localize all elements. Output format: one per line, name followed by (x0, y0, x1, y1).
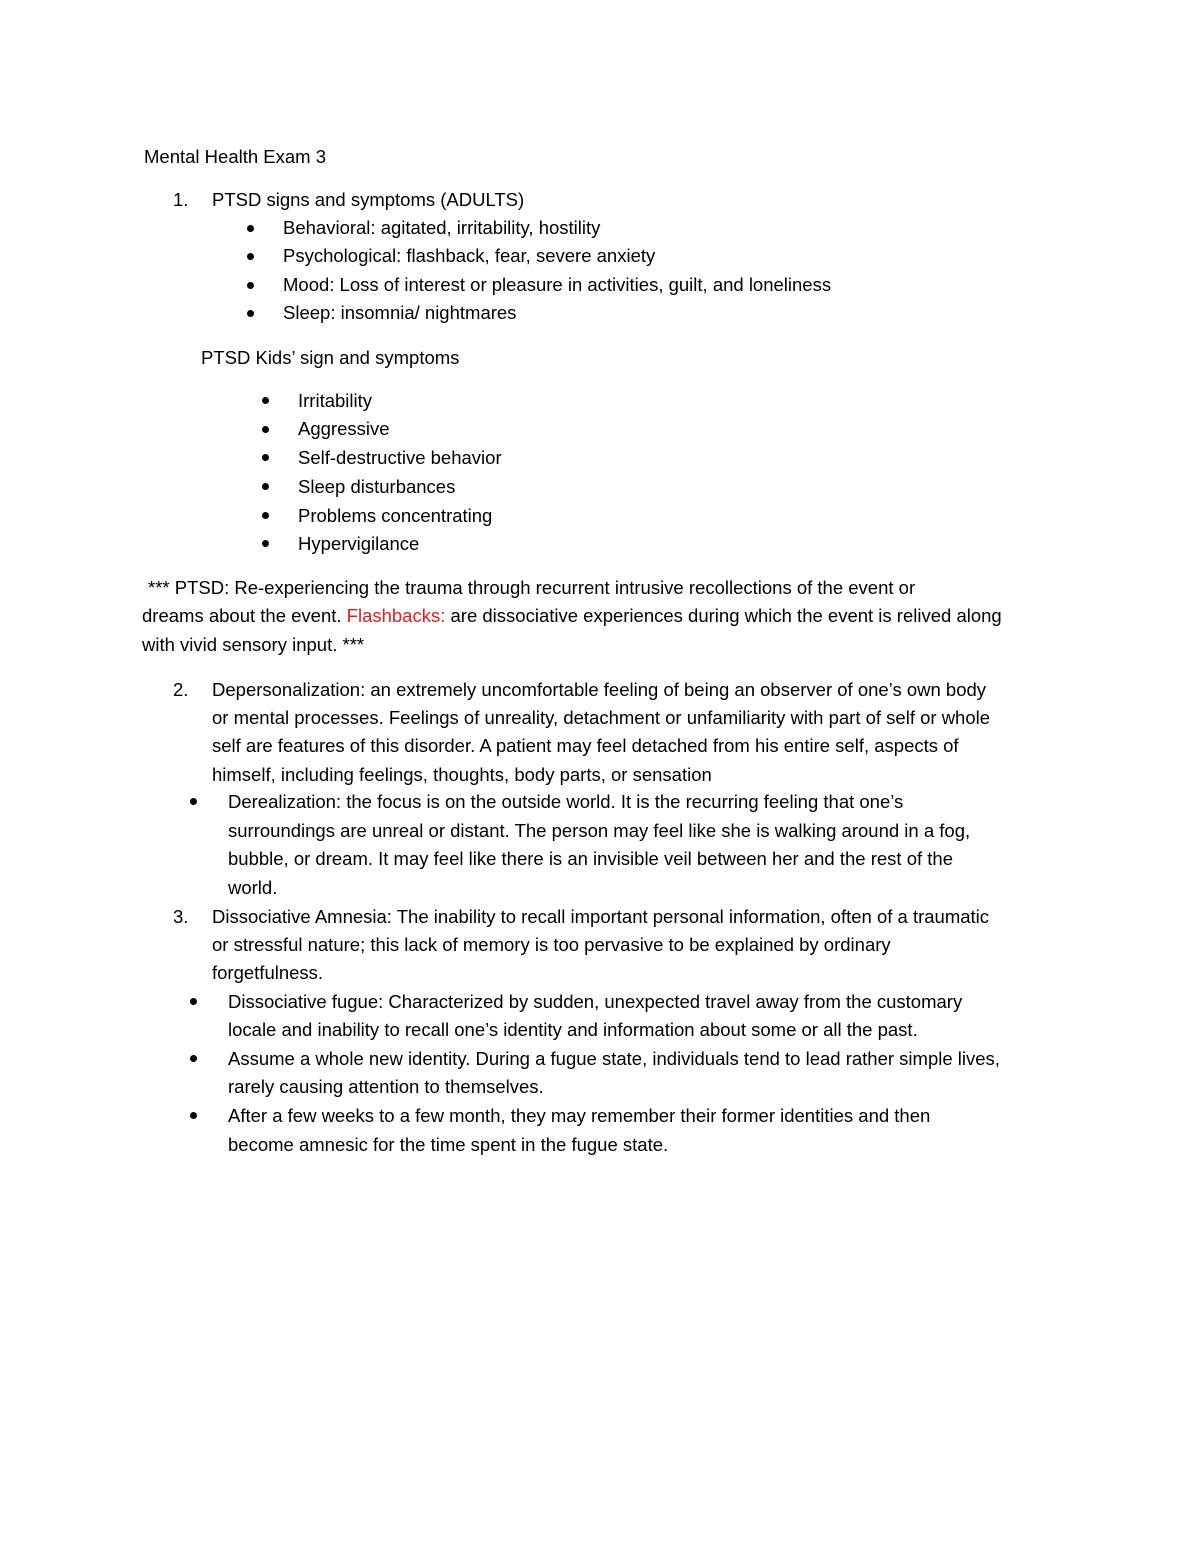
fugue-text: Dissociative fugue: Characterized by sudden, unexpected travel away from the customary (228, 991, 963, 1012)
fugue-text: Assume a whole new identity. During a fugue state, individuals tend to lead rather simple lives, (228, 1048, 1000, 1069)
section-3-text: Dissociative Amnesia: The inability to recall important personal information, often of a traumatic (212, 906, 990, 927)
list-item: Sleep: insomnia/ nightmares (283, 302, 517, 323)
section-2-text: or mental processes. Feelings of unreality, detachment or unfamiliarity with part of self or whole (212, 707, 991, 728)
bullet-icon (262, 540, 269, 547)
section-3-number: 3. (173, 906, 189, 927)
kids-heading: PTSD Kids’ sign and symptoms (201, 347, 460, 368)
list-item: Mood: Loss of interest or pleasure in activities, guilt, and loneliness (283, 274, 832, 295)
bullet-icon (190, 1055, 197, 1062)
section-1-heading: PTSD signs and symptoms (ADULTS) (212, 189, 525, 210)
ptsd-note-line: *** PTSD: Re-experiencing the trauma through recurrent intrusive recollections of the event or (148, 577, 916, 598)
bullet-icon (247, 225, 254, 232)
derealization-text: world. (228, 877, 278, 898)
section-3-text: or stressful nature; this lack of memory is too pervasive to be explained by ordinary (212, 934, 891, 955)
fugue-text: locale and inability to recall one’s identity and information about some or all the past. (228, 1019, 918, 1040)
bullet-icon (190, 998, 197, 1005)
list-item: Problems concentrating (298, 505, 493, 526)
ptsd-note-line: with vivid sensory input. *** (142, 634, 365, 655)
fugue-text: become amnesic for the time spent in the fugue state. (228, 1134, 669, 1155)
derealization-text: bubble, or dream. It may feel like there is an invisible veil between her and the rest of the (228, 848, 953, 869)
fugue-text: rarely causing attention to themselves. (228, 1076, 544, 1097)
section-3-text: forgetfulness. (212, 962, 324, 983)
bullet-icon (247, 282, 254, 289)
section-2-text: himself, including feelings, thoughts, body parts, or sensation (212, 764, 712, 785)
list-item: Self-destructive behavior (298, 447, 502, 468)
document-title: Mental Health Exam 3 (144, 146, 327, 167)
bullet-icon (262, 426, 269, 433)
ptsd-note-line (142, 605, 1002, 627)
derealization-text: surroundings are unreal or distant. The person may feel like she is walking around in a fog, (228, 820, 971, 841)
section-2-number: 2. (173, 679, 189, 700)
list-item: Sleep disturbances (298, 476, 456, 497)
list-item: Behavioral: agitated, irritability, hostility (283, 217, 601, 238)
bullet-icon (262, 512, 269, 519)
flashbacks-term: Flashbacks: (346, 605, 446, 626)
derealization-text: Derealization: the focus is on the outside world. It is the recurring feeling that one’s (228, 791, 904, 812)
bullet-icon (262, 483, 269, 490)
section-2-text: Depersonalization: an extremely uncomfortable feeling of being an observer of one’s own body (212, 679, 987, 700)
list-item: Psychological: flashback, fear, severe anxiety (283, 245, 656, 266)
section-1-number: 1. (173, 189, 189, 210)
bullet-icon (190, 798, 197, 805)
list-item: Hypervigilance (298, 533, 420, 554)
bullet-icon (262, 454, 269, 461)
bullet-icon (190, 1112, 197, 1119)
bullet-icon (247, 253, 254, 260)
bullet-icon (247, 310, 254, 317)
fugue-text: After a few weeks to a few month, they may remember their former identities and then (228, 1105, 931, 1126)
list-item: Irritability (298, 390, 373, 411)
list-item: Aggressive (298, 418, 390, 439)
bullet-icon (262, 397, 269, 404)
section-2-text: self are features of this disorder. A patient may feel detached from his entire self, aspects of (212, 735, 959, 756)
ptsd-note-text: dreams about the event. (142, 605, 347, 626)
ptsd-note-text: are dissociative experiences during which the event is relived along (445, 605, 1002, 626)
